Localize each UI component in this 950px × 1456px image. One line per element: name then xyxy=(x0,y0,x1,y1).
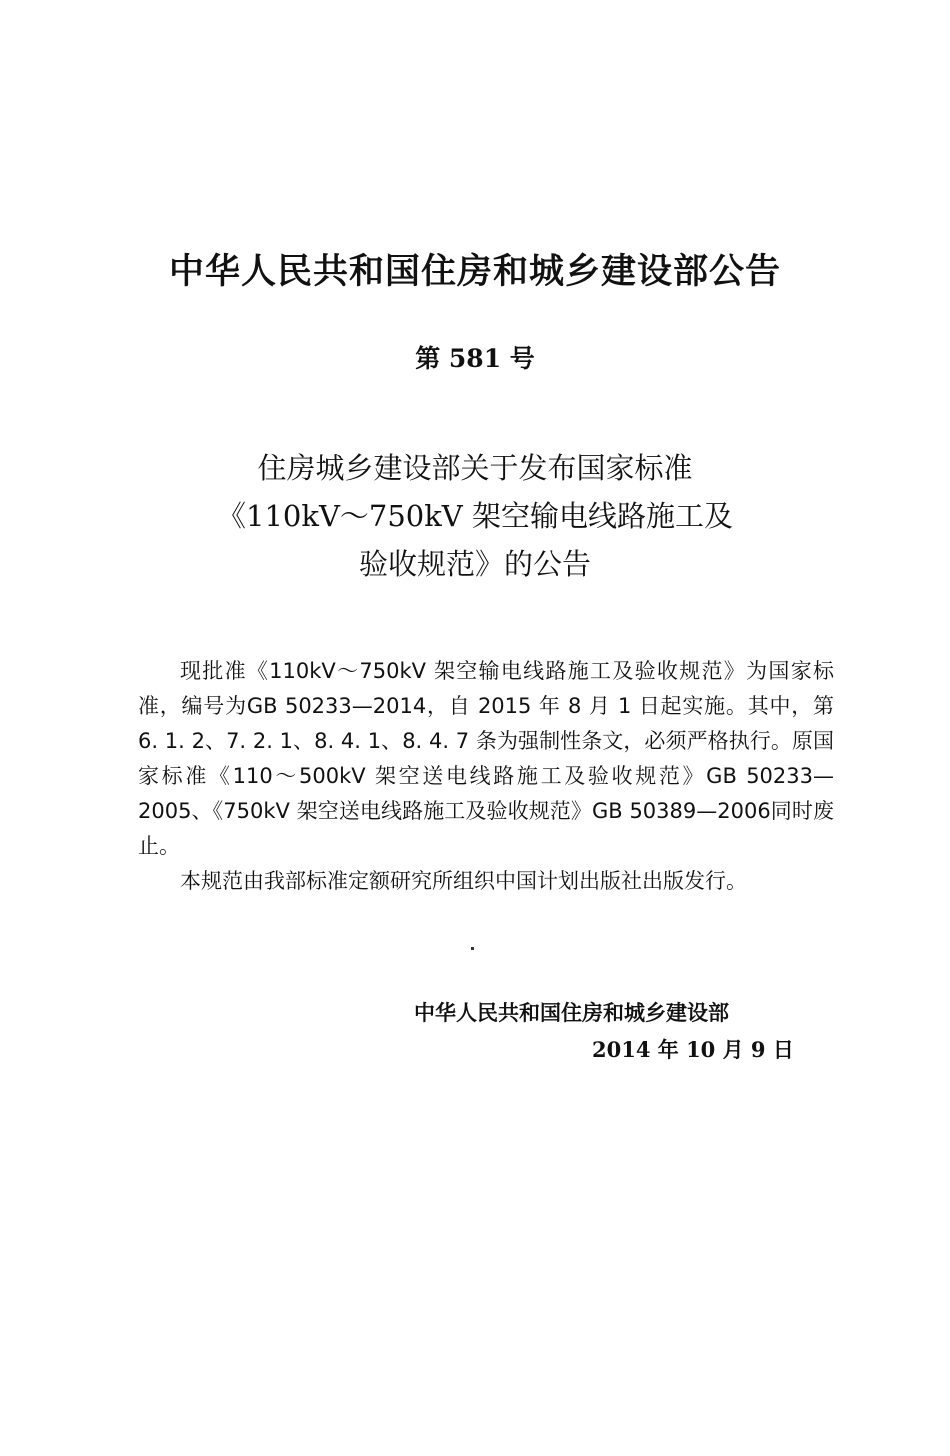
body-paragraph: 本规范由我部标准定额研究所组织中国计划出版社出版发行。 xyxy=(180,869,747,893)
print-speck xyxy=(471,947,474,950)
issue-date: 2014 年 10 月 9 日 xyxy=(592,1037,794,1062)
announcement-body xyxy=(138,654,834,899)
announcement-number: 第 581 号 xyxy=(415,344,535,373)
issuer-signature: 中华人民共和国住房和城乡建设部 xyxy=(414,1001,729,1025)
body-paragraph: 现批准《110kV～750kV 架空输电线路施工及验收规范》为国家标准，编号为GB 50233—2014，自 2015 年 8 月 1 日起实施。其中，第 6. 1. 2、7. 2. 1、8. 4. 1、8. 4. 7 条为强制性条文，必须严格执行。原国家标准《110～500kV 架空送电线路施工及验收规范》GB 50233—2005、《750kV 架空送电线路施工及验收规范》GB 50389—2006同时废止。 xyxy=(138,659,834,858)
announcement-title: 中华人民共和国住房和城乡建设部公告 xyxy=(168,252,781,292)
subtitle-line: 验收规范》的公告 xyxy=(358,547,591,581)
announcement-subtitle xyxy=(0,444,950,588)
subtitle-line: 《110kV～750kV 架空输电线路施工及 xyxy=(217,499,733,533)
subtitle-line: 住房城乡建设部关于发布国家标准 xyxy=(257,451,693,485)
